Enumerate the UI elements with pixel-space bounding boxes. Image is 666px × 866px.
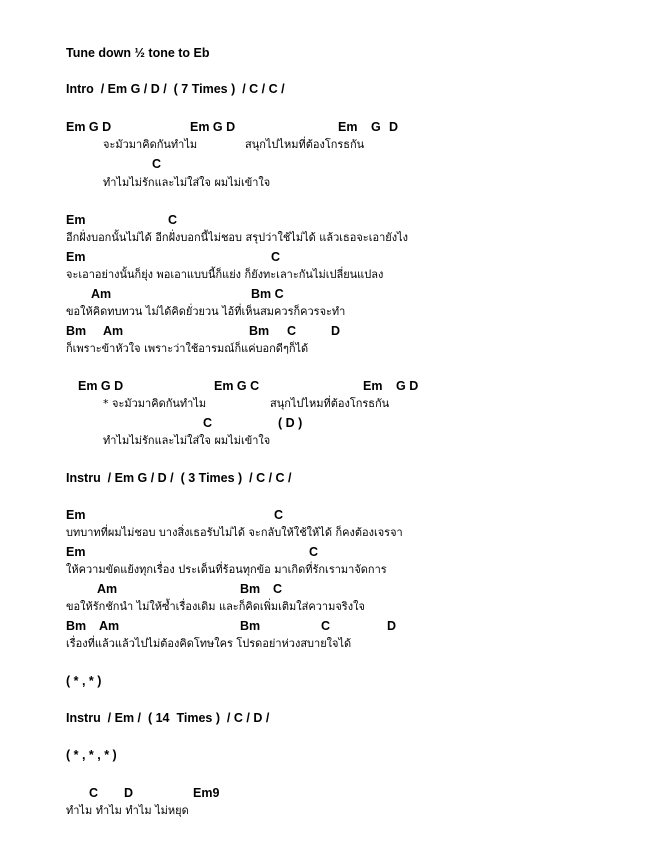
chord: C (89, 786, 99, 800)
chord: Em G D (78, 379, 124, 393)
chord: Em (66, 545, 86, 559)
lyric-line: ขอให้คิดทบทวน ไม่ได้คิดยั่วยวน ไอ้ที่เห็นสมควรก็ควรจะทำ (66, 305, 346, 318)
chord: Bm (66, 324, 87, 338)
chord: C (271, 250, 281, 264)
repeat-marker: ( * , * , * ) (66, 748, 117, 762)
chord: Em (363, 379, 383, 393)
lyric-line: * จะมัวมาคิดกันทำไม (103, 397, 207, 410)
chord: C (152, 157, 162, 171)
lyric-line: ทำไม ทำไม ทำไม ไม่หยุด (66, 804, 189, 817)
lyric-line: จะมัวมาคิดกันทำไม (103, 138, 198, 151)
lyric-line: เรื่องที่แล้วแล้วไปไม่ต้องคิดโทษใคร โปรดอย่าห่วงสบายใจได้ (66, 637, 352, 650)
chord: D (389, 120, 399, 134)
lyric-line: ก็เพราะข้าหัวใจ เพราะว่าใช้อารมณ์ก็แค่บอกดีๆก็ได้ (66, 342, 309, 355)
chord: C (203, 416, 213, 430)
chord: C (321, 619, 331, 633)
repeat-marker: ( * , * ) (66, 674, 102, 688)
chord: D (124, 786, 134, 800)
lyric-line: บทบาทที่ผมไม่ชอบ บางสิ่งเธอรับไม่ได้ จะกลับให้ใช้ให้ได้ ก็คงต้องเจรจา (66, 526, 403, 539)
lyric-line: ขอให้รักชักนำ ไม่ให้ซ้ำเรื่องเดิม และก็คิดเพิ่มเติมใส่ความจริงใจ (66, 600, 365, 613)
instru-line: Instru / Em / ( 14 Times ) / C / D / (66, 711, 270, 725)
lyric-line: สนุกไปไหมที่ต้องโกรธกัน (270, 397, 390, 410)
lyric-line: ให้ความขัดแย้งทุกเรื่อง ประเด็นที่ร้อนทุกข้อ มาเกิดที่รักเรามาจัดการ (66, 563, 387, 576)
lyric-line: ทำไมไม่รักและไม่ใส่ใจ ผมไม่เข้าใจ (103, 176, 271, 189)
chord: Bm (240, 582, 261, 596)
chord: D (387, 619, 397, 633)
chord: Am (103, 324, 124, 338)
lyric-line: อีกฝั่งบอกนั้นไม่ได้ อีกฝั่งบอกนี้ไม่ชอบ สรุปว่าใช้ไม่ได้ แล้วเธอจะเอายังไง (66, 231, 408, 244)
chord: Bm (240, 619, 261, 633)
chord: Am (99, 619, 120, 633)
instru-line: Instru / Em G / D / ( 3 Times ) / C / C / (66, 471, 292, 485)
chord: C (273, 582, 283, 596)
chord: G (371, 120, 381, 134)
lyric-line: สนุกไปไหมที่ต้องโกรธกัน (245, 138, 365, 151)
chord: Bm (66, 619, 87, 633)
chord: C (287, 324, 297, 338)
chord: D (331, 324, 341, 338)
chord: Em G C (214, 379, 260, 393)
lyric-line: ทำไมไม่รักและไม่ใส่ใจ ผมไม่เข้าใจ (103, 434, 271, 447)
tuning-note: Tune down ½ tone to Eb (66, 46, 210, 60)
intro-line: Intro / Em G / D / ( 7 Times ) / C / C / (66, 82, 285, 96)
chord: Bm C (251, 287, 284, 301)
chord: Em (66, 213, 86, 227)
chord: Em (66, 508, 86, 522)
chord: Em9 (193, 786, 220, 800)
chord: C (274, 508, 284, 522)
chord: ( D ) (278, 416, 303, 430)
chord: Em (338, 120, 358, 134)
chord: C (309, 545, 319, 559)
lyric-line: จะเอาอย่างนั้นก็ยุ่ง พอเอาแบบนี้ก็แย่ง ก็ยังทะเลาะกันไม่เปลี่ยนแปลง (66, 268, 384, 281)
chord: Am (91, 287, 112, 301)
chord: Bm (249, 324, 270, 338)
chord: C (168, 213, 178, 227)
chord: Am (97, 582, 118, 596)
chord: Em (66, 250, 86, 264)
chord: G D (396, 379, 419, 393)
chord: Em G D (190, 120, 236, 134)
chord: Em G D (66, 120, 112, 134)
